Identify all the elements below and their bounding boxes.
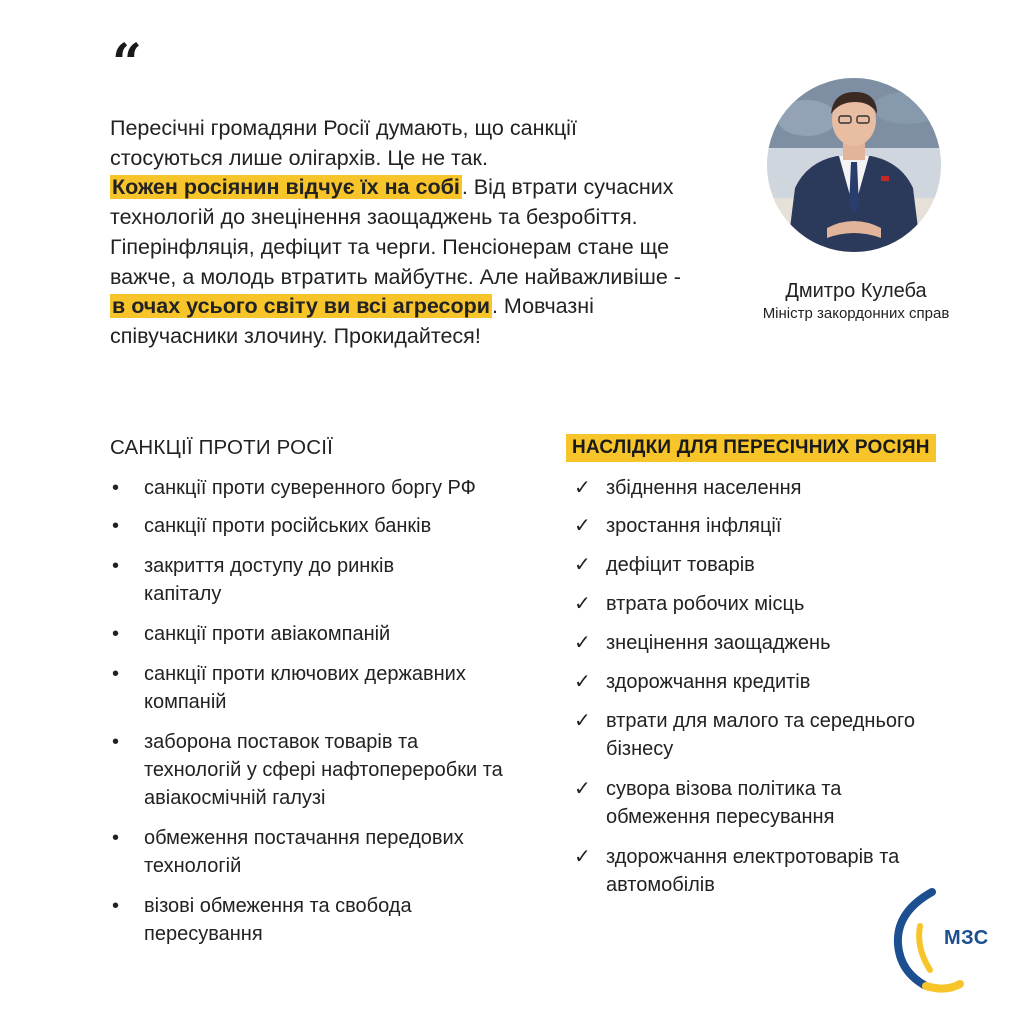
sanctions-item-text: санкції проти суверенного боргу РФ xyxy=(144,477,476,499)
consequences-title: НАСЛІДКИ ДЛЯ ПЕРЕСІЧНИХ РОСІЯН xyxy=(566,434,936,462)
sanctions-item-text: санкції проти авіакомпаній xyxy=(144,623,391,645)
list-item xyxy=(574,590,994,618)
sanctions-item-text: санкції проти російських банків xyxy=(144,515,432,537)
quote-part-3: . Мовчазні співучасники злочину. Прокидайтеся! xyxy=(110,294,594,348)
bullet-icon: • xyxy=(112,555,120,577)
consequence-item-text: дефіцит товарів xyxy=(606,554,755,576)
check-icon: ✓ xyxy=(574,477,591,499)
consequence-item-text: здорожчання кредитів xyxy=(606,671,811,693)
check-icon: ✓ xyxy=(574,515,591,537)
check-icon: ✓ xyxy=(574,554,591,576)
speaker-role: Міністр закордонних справ xyxy=(762,305,950,322)
quote-mark: “ xyxy=(112,33,142,94)
check-icon: ✓ xyxy=(574,671,591,693)
quote-highlight-2: в очах усього світу ви всі агресори xyxy=(112,294,490,319)
speaker-name: Дмитро Кулеба xyxy=(785,280,927,302)
bullet-icon: • xyxy=(112,515,120,537)
bullet-icon: • xyxy=(112,623,120,645)
quote-text xyxy=(110,114,690,352)
sanctions-item-text: закриття доступу до ринків капіталу xyxy=(144,555,395,605)
bullet-icon: • xyxy=(112,663,120,685)
list-item xyxy=(112,892,532,948)
sanctions-item-text: санкції проти ключових державних компаній xyxy=(144,663,466,713)
sanctions-title: САНКЦІЇ ПРОТИ РОСІЇ xyxy=(110,436,334,459)
consequence-item-text: зростання інфляції xyxy=(606,515,782,537)
bullet-icon: • xyxy=(112,827,120,849)
list-item xyxy=(574,551,994,579)
check-icon: ✓ xyxy=(574,846,591,868)
sanctions-item-text: візові обмеження та свобода пересування xyxy=(144,895,412,945)
list-item xyxy=(112,552,532,608)
quote-highlight-1: Кожен росіянин відчує їх на собі xyxy=(112,175,460,200)
list-item xyxy=(112,512,532,540)
sanctions-item-text: обмеження постачання передових технологій xyxy=(144,827,464,877)
check-icon: ✓ xyxy=(574,710,591,732)
consequence-item-text: сувора візова політика та обмеження пересування xyxy=(606,778,842,828)
list-item xyxy=(112,620,532,648)
consequence-item-text: збіднення населення xyxy=(606,477,802,499)
consequence-item-text: втрата робочих місць xyxy=(606,593,805,615)
list-item xyxy=(574,707,994,763)
check-icon: ✓ xyxy=(574,593,591,615)
list-item xyxy=(112,474,532,502)
check-icon: ✓ xyxy=(574,632,591,654)
list-item xyxy=(112,824,532,880)
sanctions-item-text: заборона поставок товарів та технологій у сфері нафтопереробки та авіакосмічній галузі xyxy=(144,731,503,809)
list-item xyxy=(574,512,994,540)
quote-part-1: Пересічні громадяни Росії думають, що санкції стосуються лише олігархів. Це не так. xyxy=(110,116,577,170)
consequences-list xyxy=(574,474,994,899)
list-item xyxy=(574,474,994,502)
list-item xyxy=(574,775,994,831)
list-item xyxy=(112,660,532,716)
bullet-icon: • xyxy=(112,477,120,499)
consequence-item-text: втрати для малого та середнього бізнесу xyxy=(606,710,915,760)
speaker-portrait xyxy=(767,78,941,252)
check-icon: ✓ xyxy=(574,778,591,800)
list-item xyxy=(574,668,994,696)
portrait-illustration xyxy=(767,78,941,252)
logo-text: МЗС xyxy=(944,927,989,949)
sanctions-list xyxy=(112,474,532,948)
consequence-item-text: здорожчання електротоварів та автомобілів xyxy=(606,846,900,896)
bullet-icon: • xyxy=(112,895,120,917)
consequence-item-text: знецінення заощаджень xyxy=(606,632,831,654)
quote-part-2: . Від втрати сучасних технологій до знецінення заощаджень та безробіття. Гіперінфляція, дефіцит та черги. Пенсіонерам стане ще важче, а молодь втратить майбутнє. Але найважливіше - xyxy=(110,175,681,289)
bullet-icon: • xyxy=(112,731,120,753)
list-item xyxy=(574,629,994,657)
list-item xyxy=(112,728,532,812)
